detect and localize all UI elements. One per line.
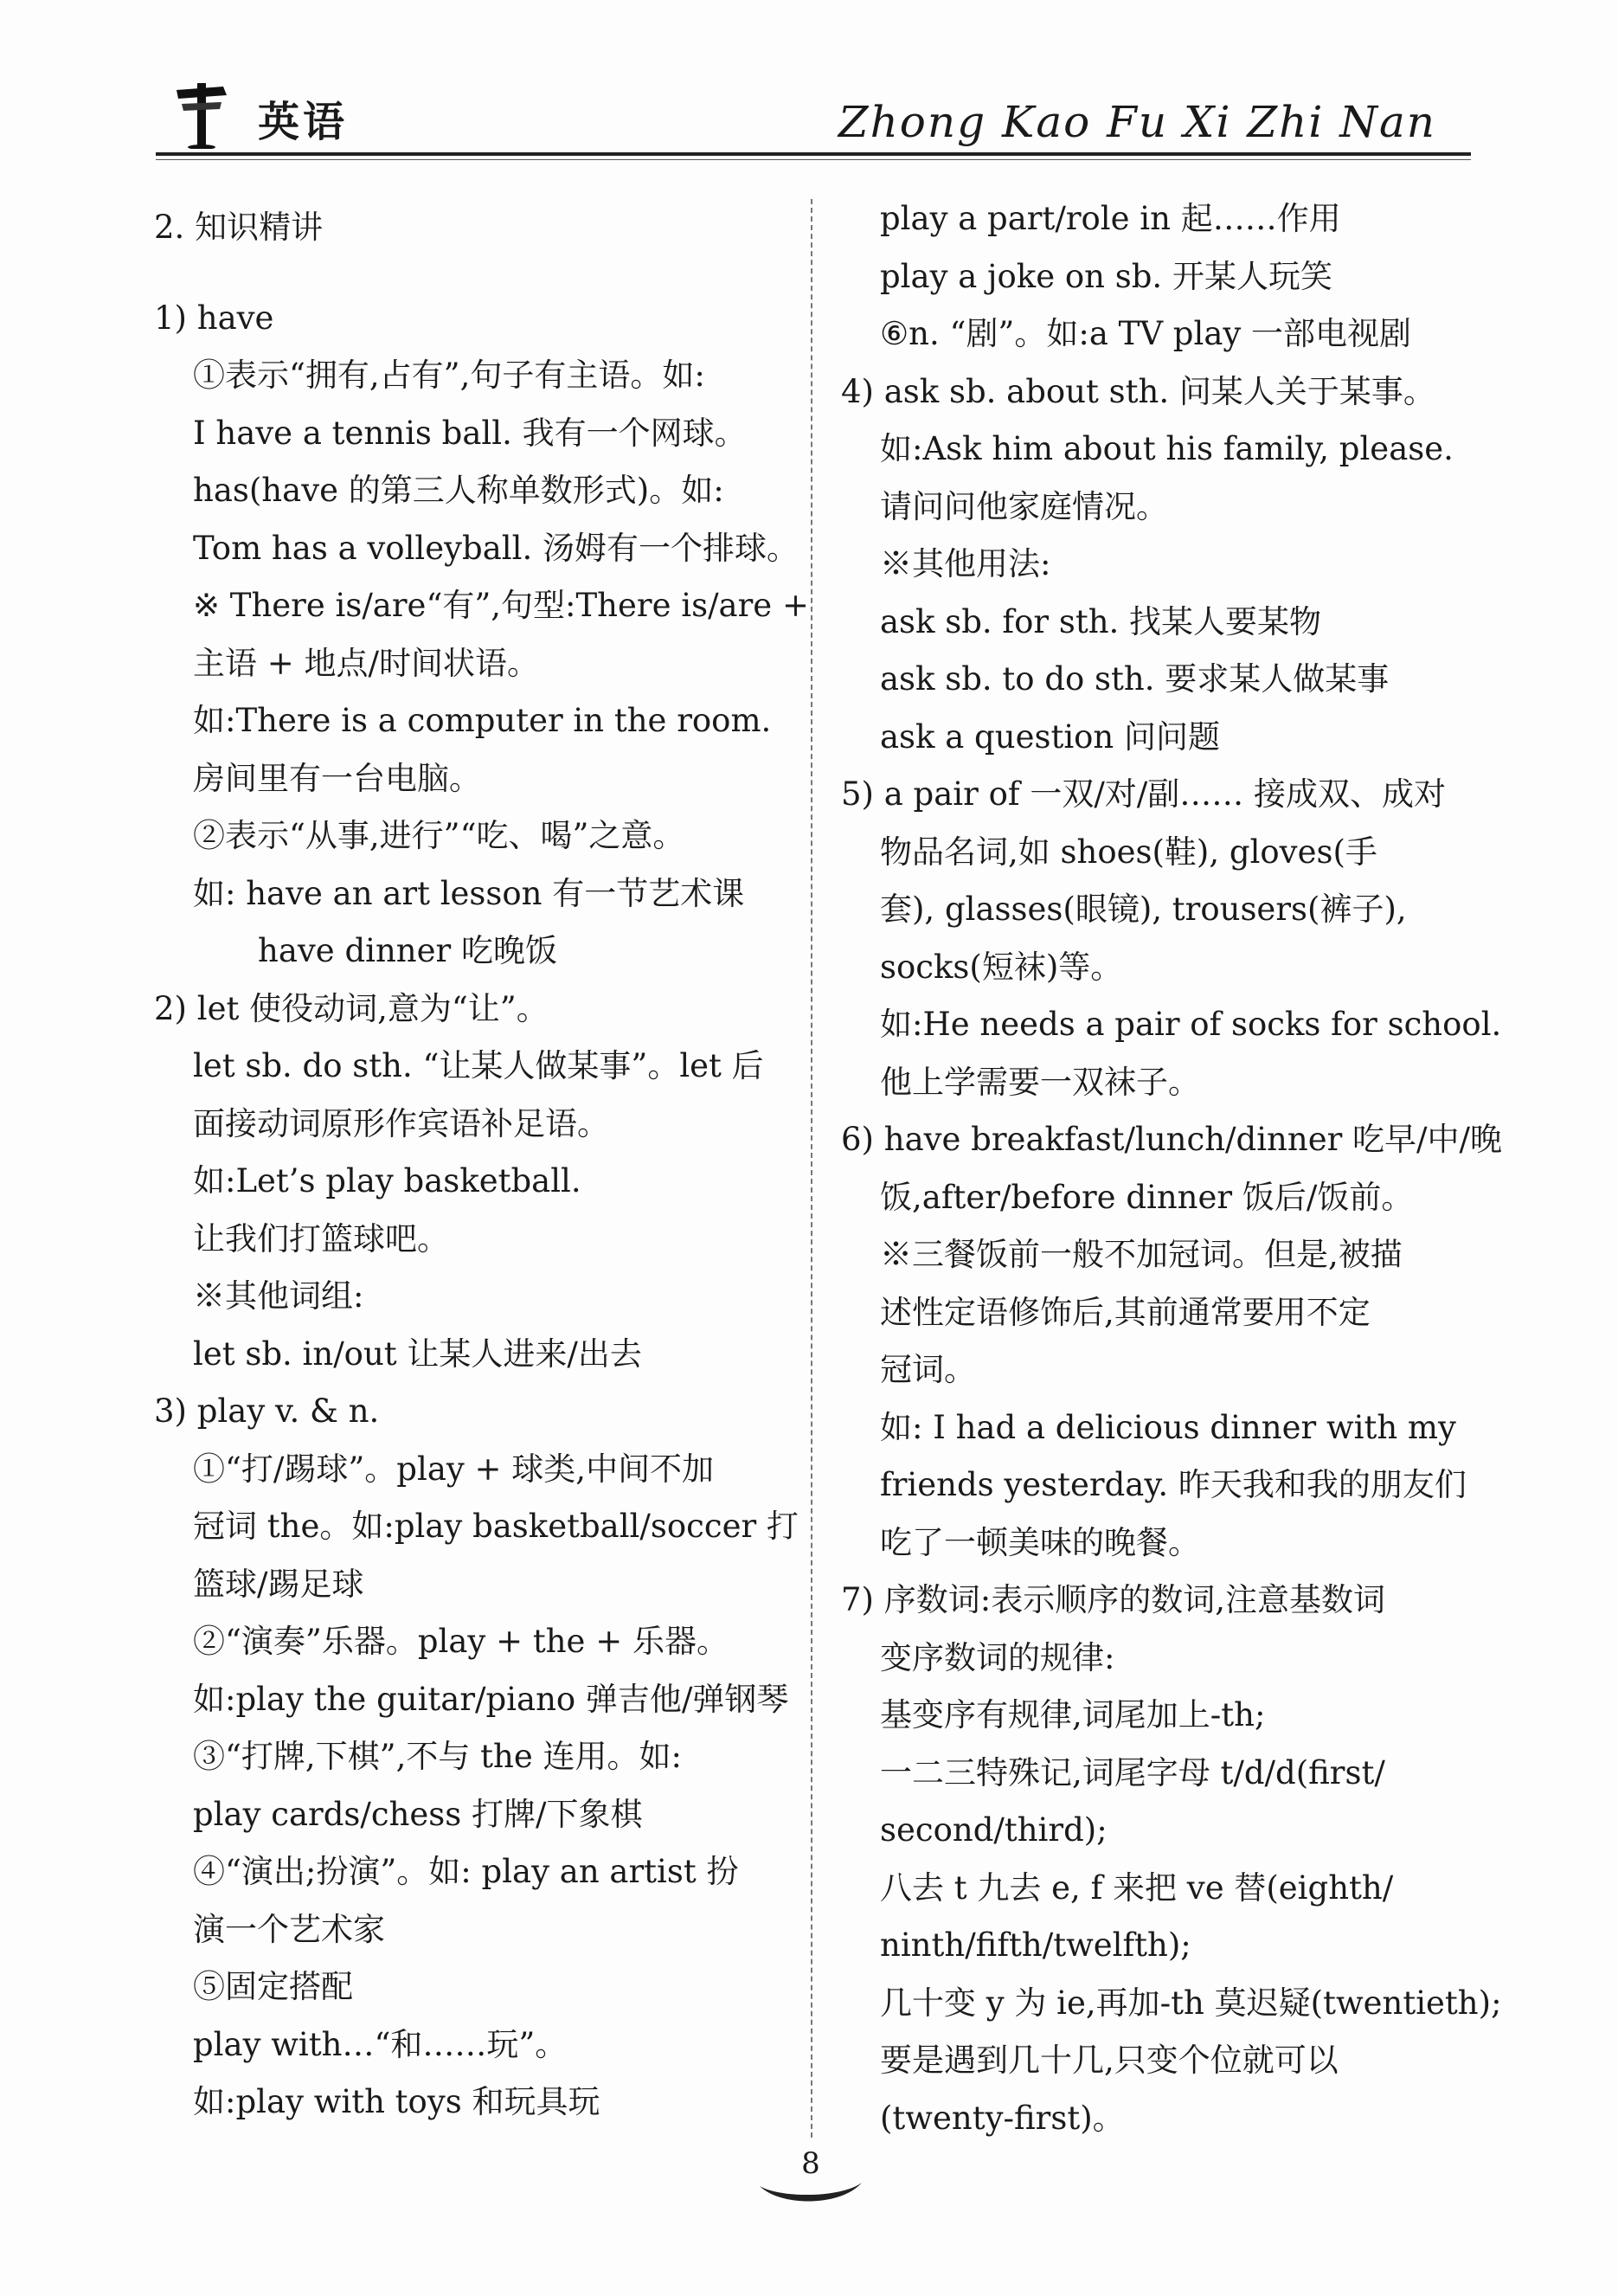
item-heading: 7) 序数词:表示顺序的数词,注意基数词 — [841, 1581, 1385, 1618]
text-line: 一二三特殊记,词尾字母 t/d/d(first/ — [880, 1753, 1385, 1791]
text-line: 篮球/踢足球 — [193, 1565, 364, 1603]
text-line: 面接动词原形作宾语补足语。 — [193, 1104, 609, 1142]
text-line: ask a question 问问题 — [880, 717, 1221, 756]
text-line: 八去 t 九去 e, f 来把 ve 替(eighth/ — [880, 1868, 1394, 1907]
text-line: have dinner 吃晚饭 — [258, 932, 557, 969]
item-heading: 4) ask sb. about sth. 问某人关于某事。 — [841, 372, 1435, 410]
text-line: 几十变 y 为 ie,再加-th 莫迟疑(twentieth); — [880, 1984, 1502, 2022]
page-header — [156, 69, 1471, 156]
subject-title: 英语 — [258, 98, 349, 146]
text-line: ①“打/踢球”。play + 球类,中间不加 — [193, 1450, 715, 1488]
header-rule — [156, 152, 1471, 156]
text-line: 变序数词的规律: — [880, 1638, 1115, 1676]
text-line: 他上学需要一双袜子。 — [880, 1063, 1200, 1101]
text-line: 述性定语修饰后,其前通常要用不定 — [880, 1293, 1371, 1331]
left-column — [154, 199, 809, 2132]
item-heading: 2) let 使役动词,意为“让”。 — [154, 989, 549, 1027]
signpost-logo-icon — [175, 78, 228, 149]
text-line: ①表示“拥有,占有”,句子有主语。如: — [193, 357, 705, 394]
page-footer — [754, 2146, 867, 2207]
text-line: 演一个艺术家 — [193, 1910, 385, 1948]
header-rule-thin — [156, 159, 1471, 160]
text-line: ※ There is/are“有”,句型:There is/are + — [193, 587, 809, 624]
text-line: 如: I had a delicious dinner with my — [880, 1408, 1456, 1446]
text-line: 如:play the guitar/piano 弹吉他/弹钢琴 — [193, 1680, 789, 1718]
item-heading: 5) a pair of 一双/对/副…… 接成双、成对 — [841, 775, 1447, 813]
text-line: friends yesterday. 昨天我和我的朋友们 — [880, 1466, 1467, 1503]
text-line: 冠词。 — [880, 1351, 976, 1388]
text-line: ※其他词组: — [193, 1277, 364, 1315]
text-line: 套), glasses(眼镜), trousers(裤子), — [880, 891, 1407, 928]
text-line: let sb. in/out 让某人进来/出去 — [193, 1335, 642, 1373]
section-heading: 2. 知识精讲 — [154, 209, 324, 246]
text-line: ②“演奏”乐器。play + the + 乐器。 — [193, 1623, 729, 1660]
text-line: ⑤固定搭配 — [193, 1968, 353, 2005]
text-line: ③“打牌,下棋”,不与 the 连用。如: — [193, 1738, 682, 1775]
text-line: socks(短袜)等。 — [880, 948, 1123, 986]
text-line: 基变序有规律,词尾加上-th; — [880, 1696, 1266, 1733]
text-line: 饭,after/before dinner 饭后/饭前。 — [880, 1178, 1414, 1216]
text-line: play a part/role in 起……作用 — [880, 200, 1341, 237]
text-line: play cards/chess 打牌/下象棋 — [193, 1795, 643, 1833]
text-line: 主语 + 地点/时间状语。 — [193, 644, 539, 682]
item-heading: 6) have breakfast/lunch/dinner 吃早/中/晚 — [841, 1121, 1502, 1158]
text-line: ask sb. for sth. 找某人要某物 — [880, 602, 1322, 640]
item-heading: 1) have — [154, 299, 274, 337]
text-line: 如:He needs a pair of socks for school. — [880, 1006, 1502, 1043]
text-line: Tom has a volleyball. 汤姆有一个排球。 — [193, 529, 799, 567]
text-line: let sb. do sth. “让某人做某事”。let 后 — [193, 1047, 764, 1084]
text-line: ※三餐饭前一般不加冠词。但是,被描 — [880, 1236, 1403, 1273]
text-line: 如:Let’s play basketball. — [193, 1162, 581, 1199]
text-line: ⑥n. “剧”。如:a TV play 一部电视剧 — [880, 315, 1412, 352]
text-line: second/third); — [880, 1811, 1108, 1849]
text-line: 如:There is a computer in the room. — [193, 702, 772, 739]
text-line: 如: have an art lesson 有一节艺术课 — [193, 874, 745, 912]
text-line: 吃了一顿美味的晚餐。 — [880, 1523, 1200, 1561]
text-line: I have a tennis ball. 我有一个网球。 — [193, 414, 747, 452]
text-line: has(have 的第三人称单数形式)。如: — [193, 472, 724, 509]
item-heading: 3) play v. & n. — [154, 1392, 380, 1430]
text-line: ask sb. to do sth. 要求某人做某事 — [880, 660, 1390, 698]
text-line: (twenty-first)。 — [880, 2099, 1125, 2137]
page-number: 8 — [801, 2146, 820, 2181]
text-line: ninth/fifth/twelfth); — [880, 1926, 1191, 1964]
text-line: 要是遇到几十几,只变个位就可以 — [880, 2042, 1339, 2079]
text-line: 如:Ask him about his family, please. — [880, 430, 1454, 467]
text-line: 冠词 the。如:play basketball/soccer 打 — [193, 1508, 799, 1545]
text-line: 如:play with toys 和玩具玩 — [193, 2083, 600, 2120]
right-column — [841, 190, 1502, 2147]
text-line: 请问问他家庭情况。 — [880, 487, 1168, 525]
column-divider — [811, 199, 812, 2138]
running-title: Zhong Kao Fu Xi Zhi Nan — [838, 97, 1436, 147]
text-line: play with…“和……玩”。 — [193, 2025, 568, 2063]
text-line: 物品名词,如 shoes(鞋), gloves(手 — [880, 833, 1377, 871]
text-line: 让我们打篮球吧。 — [193, 1219, 449, 1257]
text-line: 房间里有一台电脑。 — [193, 759, 481, 797]
text-line: ※其他用法: — [880, 545, 1051, 582]
text-line: play a joke on sb. 开某人玩笑 — [880, 257, 1332, 295]
text-line: ④“演出;扮演”。如: play an artist 扮 — [193, 1853, 739, 1890]
text-line: ②表示“从事,进行”“吃、喝”之意。 — [193, 817, 685, 854]
